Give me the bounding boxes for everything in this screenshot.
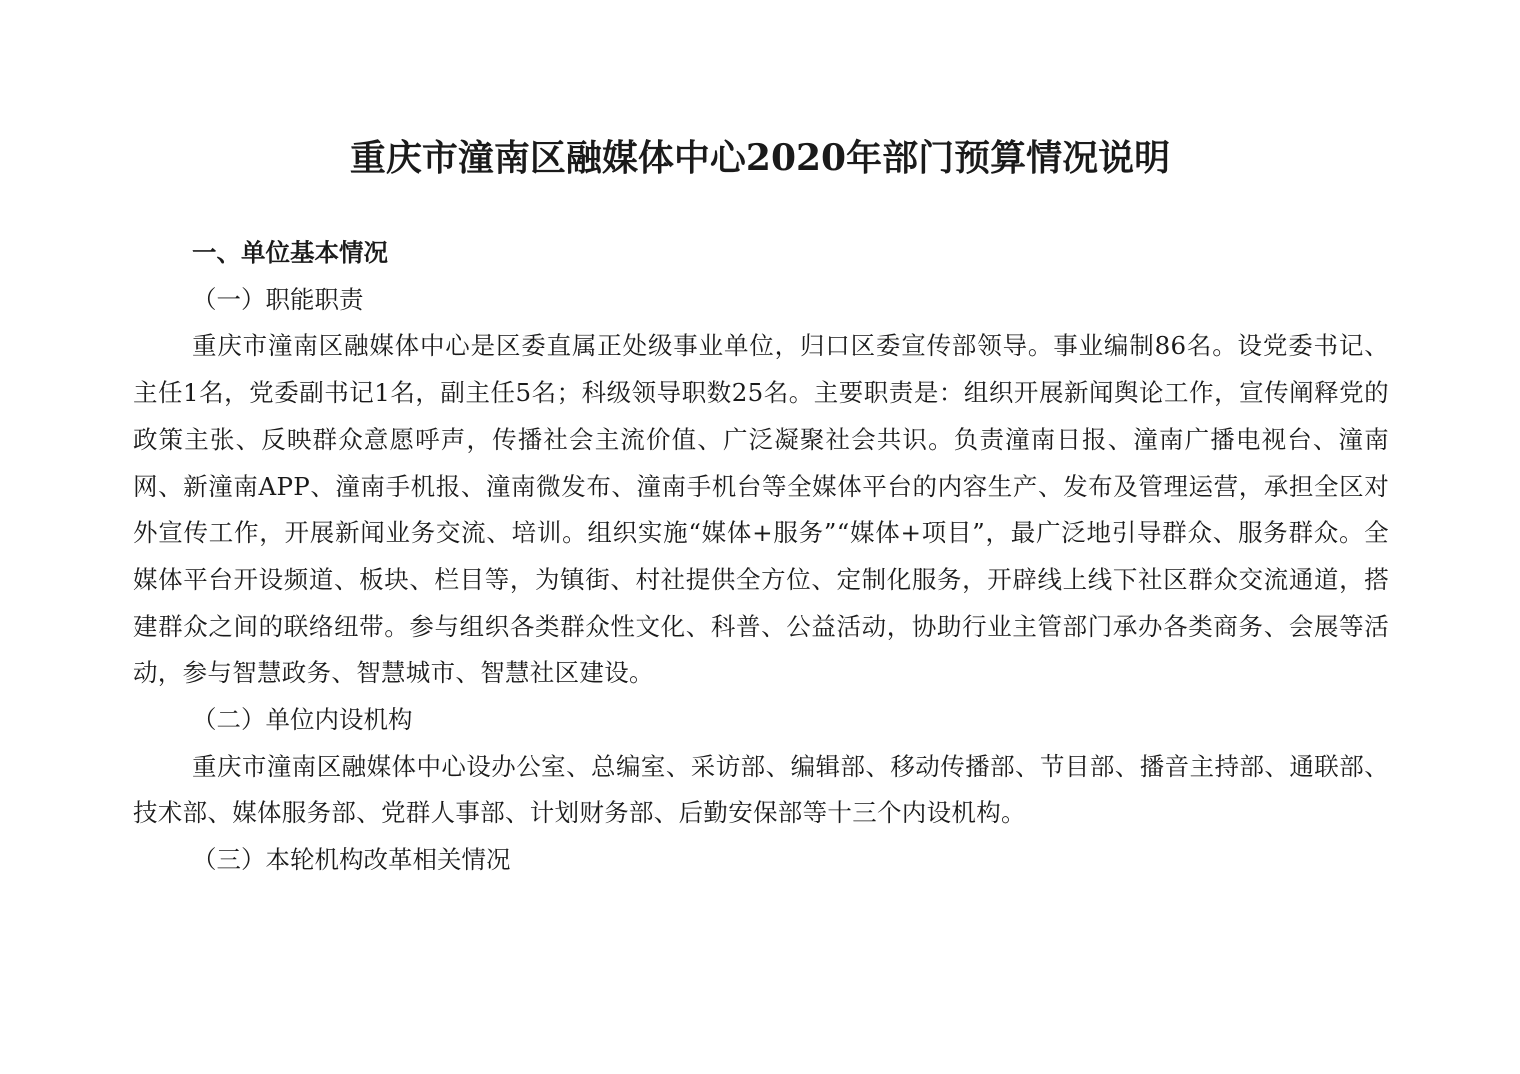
subheading-internal-departments: （二）单位内设机构	[192, 705, 413, 735]
document-title: 重庆市潼南区融媒体中心2020年部门预算情况说明	[349, 137, 1171, 179]
section-heading-basic-info: 一、单位基本情况	[192, 238, 388, 267]
paragraph-internal-departments: 重庆市潼南区融媒体中心设办公室、总编室、采访部、编辑部、移动传播部、节目部、播音主持部、通联部、技术部、媒体服务部、党群人事部、计划财务部、后勤安保部等十三个内设机构。	[133, 751, 1389, 828]
subheading-functions: （一）职能职责	[192, 284, 364, 314]
subheading-reform: （三）本轮机构改革相关情况	[192, 845, 511, 875]
document-body	[133, 230, 1389, 884]
paragraph-functions: 重庆市潼南区融媒体中心是区委直属正处级事业单位，归口区委宣传部领导。事业编制86名。设党委书记、主任1名，党委副书记1名，副主任5名；科级领导职数25名。主要职责是：组织开展新闻舆论工作，宣传阐释党的政策主张、反映群众意愿呼声，传播社会主流价值、广泛凝聚社会共识。负责潼南日报、潼南广播电视台、潼南网、新潼南APP、潼南手机报、潼南微发布、潼南手机台等全媒体平台的内容生产、发布及管理运营，承担全区对外宣传工作，开展新闻业务交流、培训。组织实施“媒体+服务”“媒体+项目”，最广泛地引导群众、服务群众。全媒体平台开设频道、板块、栏目等，为镇街、村社提供全方位、定制化服务，开辟线上线下社区群众交流通道，搭建群众之间的联络纽带。参与组织各类群众性文化、科普、公益活动，协助行业主管部门承办各类商务、会展等活动，参与智慧政务、智慧城市、智慧社区建设。	[133, 331, 1389, 688]
